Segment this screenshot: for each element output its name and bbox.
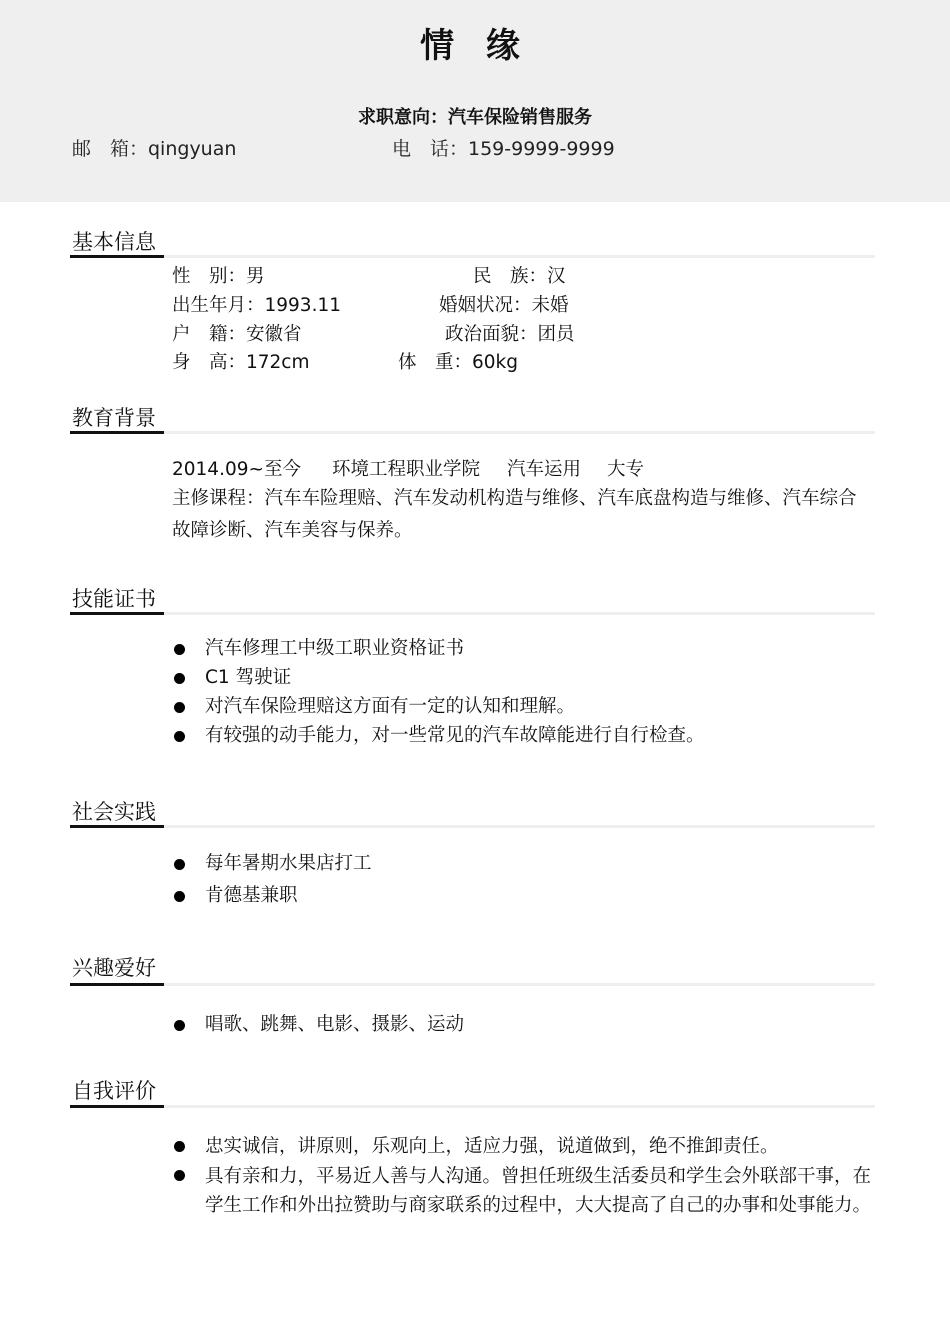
list-item: 有较强的动手能力，对一些常见的汽车故障能进行自行检查。 [172, 723, 877, 752]
section-title-evaluation: 自我评价 [72, 1079, 156, 1103]
practice-list [172, 851, 877, 915]
candidate-name: 情 缘 [420, 26, 530, 66]
section-underline [70, 612, 164, 615]
job-objective: 求职意向：汽车保险销售服务 [358, 107, 592, 128]
list-item: 忠实诚信，讲原则，乐观向上，适应力强，说道做到，绝不推卸责任。 [172, 1133, 877, 1161]
section-title-education: 教育背景 [72, 406, 156, 430]
skills-list [172, 636, 877, 752]
section-title-hobbies: 兴趣爱好 [72, 956, 156, 980]
section-underline [70, 825, 164, 828]
education-courses: 主修课程：汽车车险理赔、汽车发动机构造与维修、汽车底盘构造与维修、汽车综合故障诊断、汽车美容与保养。 [172, 488, 857, 541]
list-item: 肯德基兼职 [172, 883, 877, 915]
email-contact: 邮 箱：qingyuan [72, 138, 237, 160]
weight: 体 重：60kg [398, 352, 518, 373]
political-status: 政治面貌：团员 [445, 324, 575, 345]
gender: 性 别：男 [172, 266, 265, 287]
section-underline [70, 1105, 164, 1108]
hobbies-list [172, 1012, 877, 1042]
section-rule [72, 825, 875, 828]
section-rule [72, 612, 875, 615]
hukou: 户 籍：安徽省 [172, 324, 302, 345]
section-title-practice: 社会实践 [72, 800, 156, 824]
list-item: 汽车修理工中级工职业资格证书 [172, 636, 877, 665]
bullet-icon [174, 1141, 185, 1152]
education-period: 2014.09~至今 [172, 459, 302, 480]
list-item: 每年暑期水果店打工 [172, 851, 877, 883]
education-degree: 大专 [607, 459, 645, 480]
evaluation-list [172, 1133, 877, 1220]
ethnicity: 民 族：汉 [473, 266, 566, 287]
bullet-icon [174, 859, 185, 870]
education-school: 环境工程职业学院 [332, 459, 481, 480]
section-rule [72, 431, 875, 434]
bullet-icon [174, 673, 185, 684]
section-underline [70, 431, 164, 434]
list-item: 对汽车保险理赔这方面有一定的认知和理解。 [172, 694, 877, 723]
phone-contact: 电 话：159-9999-9999 [392, 138, 615, 160]
section-rule [72, 983, 875, 986]
list-item: 唱歌、跳舞、电影、摄影、运动 [172, 1012, 877, 1042]
section-rule [72, 1105, 875, 1108]
header-banner [0, 0, 950, 202]
bullet-icon [174, 702, 185, 713]
birth-date: 出生年月：1993.11 [172, 295, 342, 316]
section-underline [70, 983, 164, 986]
height: 身 高：172cm [172, 352, 310, 373]
bullet-icon [174, 1020, 185, 1031]
section-title-skills: 技能证书 [72, 587, 156, 611]
section-rule [72, 255, 875, 258]
section-title-basic: 基本信息 [72, 230, 156, 254]
list-item: 具有亲和力，平易近人善与人沟通。曾担任班级生活委员和学生会外联部干事，在学生工作和外出拉赞助与商家联系的过程中，大大提高了自己的办事和处事能力。 [172, 1162, 877, 1220]
bullet-icon [174, 891, 185, 902]
bullet-icon [174, 644, 185, 655]
education-major: 汽车运用 [507, 459, 582, 480]
bullet-icon [174, 731, 185, 742]
section-underline [70, 255, 164, 258]
bullet-icon [174, 1170, 185, 1181]
list-item: C1 驾驶证 [172, 665, 877, 694]
marital-status: 婚姻状况：未婚 [439, 295, 569, 316]
